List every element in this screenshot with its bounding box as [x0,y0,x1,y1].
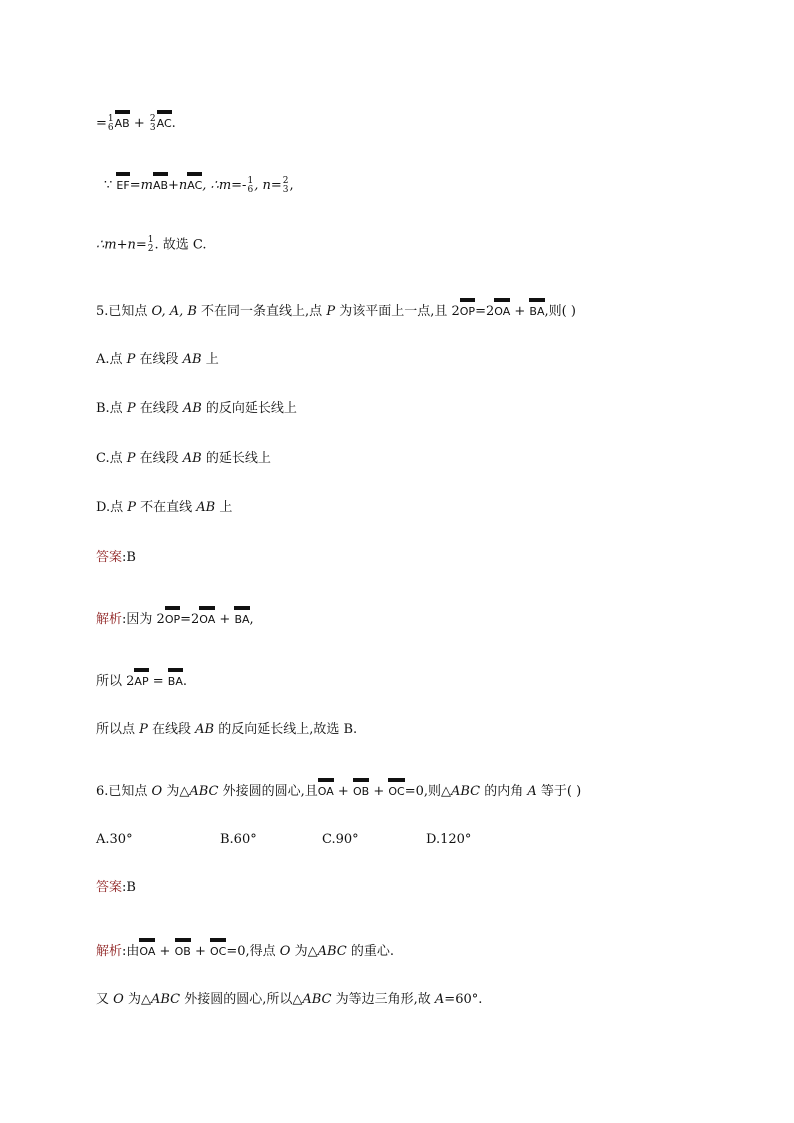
triangle-abc: ABC [189,784,219,799]
coefficient: 2 [126,674,135,689]
point-p: P [126,401,136,416]
q5-text: 不在同一条直线上,点 [196,304,327,319]
period: . [171,116,176,131]
because-symbol: ∵ [104,178,113,193]
point-o: O [151,784,163,799]
segment-ab: AB [182,352,202,367]
answer-6 [96,880,136,896]
vector-op: OP [460,298,475,320]
q6-text: =0,则△ [404,784,451,799]
answer-label: 答案 [96,880,123,895]
solution-6-line-2 [96,992,482,1008]
option-prefix: D.点 [96,500,128,515]
numerator: 1 [147,235,154,245]
vector-oa: OA [199,606,215,628]
triangle-abc: ABC [317,944,347,959]
text: 的反向延长线上,故选 B. [214,722,358,737]
point-o: O [279,944,291,959]
q5-option-b [96,401,297,417]
question-6 [96,778,581,800]
eq-m: =m [129,178,153,193]
solution-line-3 [96,236,207,254]
segment-ab: AB [182,451,202,466]
denominator: 2 [147,244,154,254]
vector-ac: AC [187,172,202,194]
denominator: 3 [149,122,156,133]
fraction-2-3 [150,115,156,133]
option-suffix: 上 [215,500,233,515]
analysis-text: :因为 [122,612,157,627]
choose-c: . 故选 C. [154,237,207,253]
answer-value: :B [122,550,136,565]
q6-text: 的内角 [480,784,528,799]
solution-5-line-3 [96,722,357,738]
denominator: 6 [107,122,114,133]
eq-2: =2 [180,612,200,627]
period: . [182,674,187,689]
analysis-label: 解析 [96,612,123,627]
vector-ba: BA [529,298,544,320]
q5-tail: ,则( ) [544,304,576,319]
plus-sign: + [159,944,171,959]
text: 为△ [290,944,318,959]
so-text: 所以 [96,674,127,689]
option-mid: 不在直线 [135,500,197,515]
q6-text: 等于( ) [536,784,582,799]
plus-sign: + [373,784,385,799]
text: 又 [96,992,114,1007]
numerator: 2 [149,113,156,124]
point-p: P [127,500,136,515]
text: 的重心. [346,944,394,959]
plus-sign: + [514,304,526,319]
answer-5 [96,550,136,566]
point-p: P [126,451,136,466]
numerator: 1 [107,113,114,124]
q6-text: 为△ [162,784,190,799]
option-mid: 在线段 [135,401,183,416]
solution-line-1 [96,110,176,133]
text: =60°. [444,992,483,1007]
analysis-label: 解析 [96,944,123,959]
text: :由 [122,944,140,959]
fraction-2-3 [283,177,289,195]
plus-sign: + [337,784,349,799]
vector-ob: OB [353,778,369,800]
coefficient: 2 [156,612,165,627]
equals-sign: = [96,116,107,131]
option-prefix: B.点 [96,401,127,416]
option-suffix: 上 [201,352,219,367]
m-plus-n: ∴m+n= [96,237,147,253]
eq-2: =2 [475,304,495,319]
q5-option-c [96,451,271,467]
triangle-abc: ABC [150,992,181,1007]
q5-text: 为该平面上一点,且 [335,304,452,319]
q6-text: 6.已知点 [96,784,152,799]
option-prefix: C.点 [96,451,127,466]
numerator: 1 [247,175,254,186]
vector-op: OP [165,606,180,628]
text: =0,得点 [226,944,280,959]
solution-line-2 [104,172,294,195]
q5-points: O, A, B [151,304,197,319]
vector-ac: AC [157,110,172,132]
point-p: P [126,352,136,367]
vector-oc: OC [388,778,404,800]
q5-text: 5.已知点 [96,304,152,319]
segment-ab: AB [195,722,215,737]
q5-option-d [96,500,232,516]
solution-5-line-2 [96,668,187,690]
coefficient: 2 [451,304,460,319]
n-equals: , n= [254,178,282,193]
q6-option-c: C.90° [322,832,359,847]
question-5 [96,298,576,320]
text: 在线段 [147,722,196,737]
denominator: 3 [282,184,289,195]
q5-point-p: P [326,304,336,319]
q6-option-a: A.30° [96,832,133,847]
answer-value: :B [122,880,136,895]
vector-ba: BA [234,606,249,628]
option-mid: 在线段 [135,451,183,466]
numerator: 2 [282,175,289,186]
triangle-abc: ABC [302,992,332,1007]
vector-ba: BA [168,668,183,690]
vector-ap: AP [134,668,148,690]
option-mid: 在线段 [135,352,183,367]
option-suffix: 的反向延长线上 [201,401,297,416]
comma: , [249,612,254,627]
vector-oa: OA [494,298,510,320]
fraction-1-2 [148,236,154,254]
angle-a: A [434,992,445,1007]
q5-option-a [96,352,219,368]
fraction-1-6 [108,115,114,133]
q6-option-d: D.120° [426,832,472,847]
vector-oa: OA [139,938,155,960]
plus-sign: + [133,116,145,131]
text: 外接圆的圆心,所以△ [180,992,303,1007]
option-prefix: A.点 [96,352,127,367]
vector-ab: AB [115,110,130,132]
segment-ab: AB [182,401,202,416]
equals-sign: = [152,674,164,689]
text: 所以点 [96,722,140,737]
answer-label: 答案 [96,550,123,565]
solution-6-line-1 [96,938,394,960]
angle-a: A [527,784,537,799]
vector-oa: OA [318,778,334,800]
plus-n: +n [168,178,188,193]
segment-ab: AB [196,500,216,515]
q6-text: 外接圆的圆心,且 [218,784,318,799]
text: 为等边三角形,故 [331,992,435,1007]
text: 为△ [123,992,151,1007]
vector-ab: AB [153,172,168,194]
vector-ef: EF [116,172,129,194]
point-o: O [113,992,124,1007]
plus-sign: + [219,612,231,627]
vector-ob: OB [175,938,191,960]
denominator: 6 [247,184,254,195]
point-p: P [139,722,148,737]
solution-5-line-1 [96,606,254,628]
option-suffix: 的延长线上 [201,451,271,466]
vector-oc: OC [210,938,226,960]
fraction-1-6 [247,177,253,195]
q6-option-b: B.60° [220,832,257,847]
plus-sign: + [194,944,206,959]
comma: , [289,178,294,193]
triangle-abc: ABC [451,784,481,799]
therefore-m: , ∴m=- [202,178,247,193]
